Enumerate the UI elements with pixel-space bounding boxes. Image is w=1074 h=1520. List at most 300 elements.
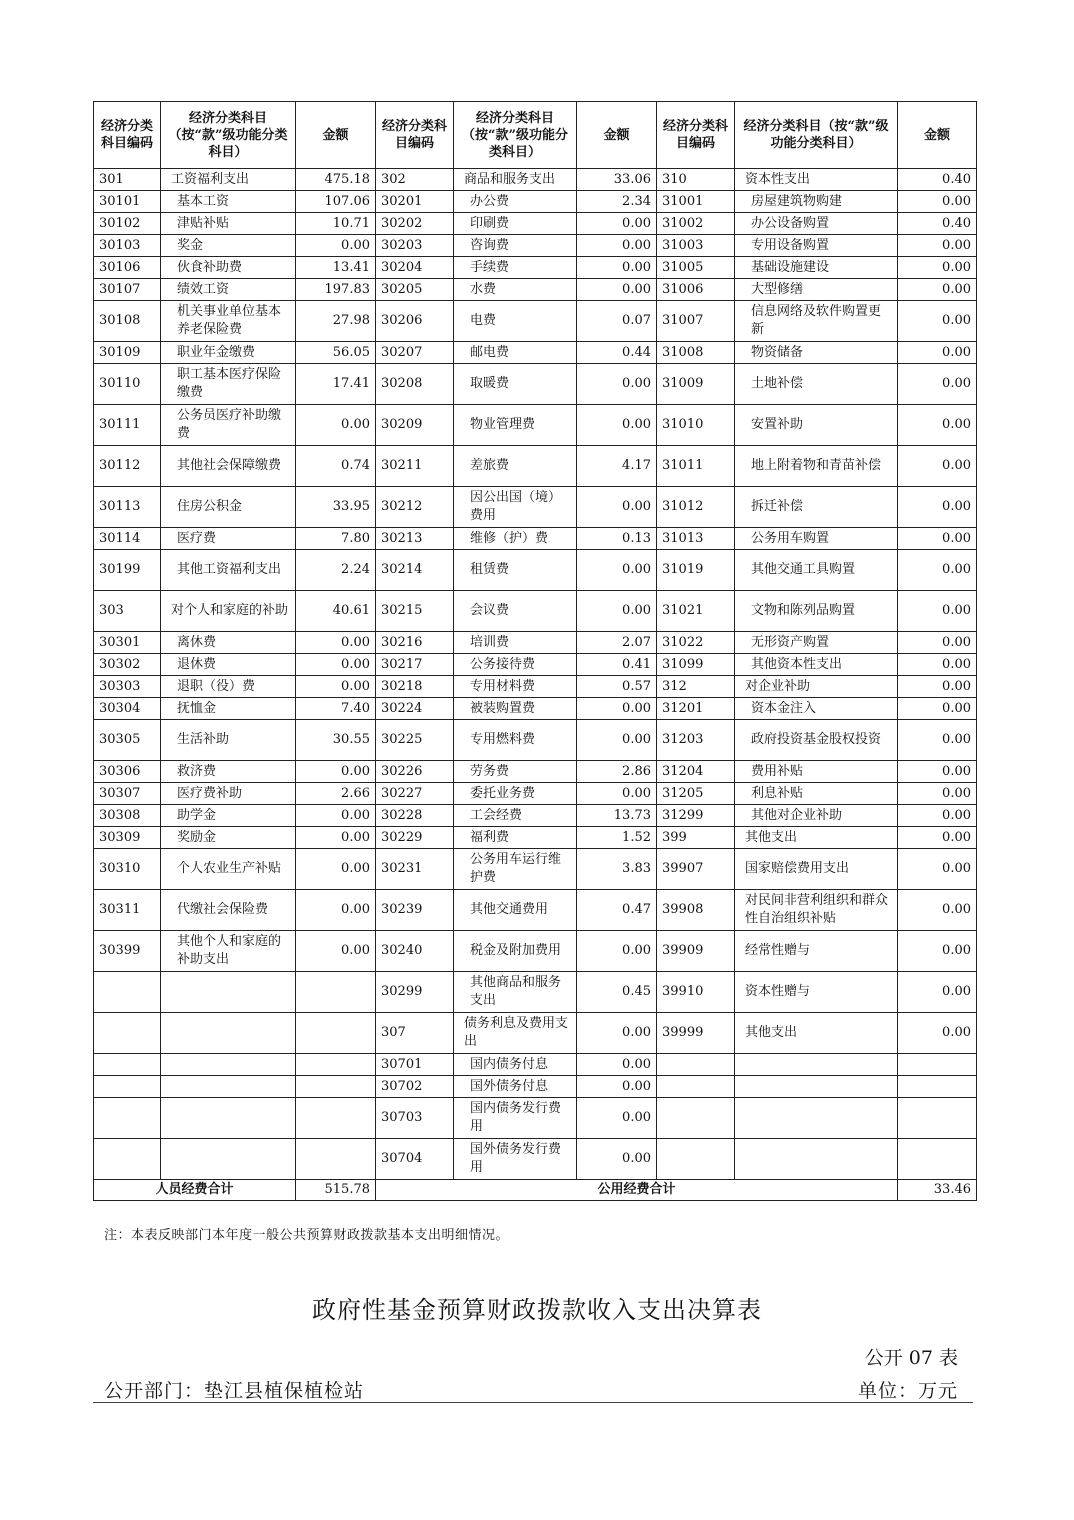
cell-name-b: 被装购置费 [454,698,577,720]
cell-code-c: 31007 [657,301,735,342]
cell-name-b: 维修（护）费 [454,528,577,550]
cell-amt-c [898,1054,977,1076]
cell-name-a: 公务员医疗补助缴费 [161,405,296,446]
cell-amt-b: 0.00 [577,591,657,632]
cell-amt-a: 13.41 [296,257,376,279]
cell-name-a [161,1076,296,1098]
cell-name-a: 救济费 [161,761,296,783]
cell-name-a: 生活补助 [161,720,296,761]
cell-code-c [657,1076,735,1098]
cell-name-b: 国外债务发行费用 [454,1139,577,1180]
cell-code-c: 31021 [657,591,735,632]
cell-amt-c: 0.00 [898,301,977,342]
cell-amt-c: 0.00 [898,550,977,591]
cell-name-b: 手续费 [454,257,577,279]
cell-name-b: 公务接待费 [454,654,577,676]
cell-name-b: 取暖费 [454,364,577,405]
cell-code-c: 31019 [657,550,735,591]
cell-code-c: 39907 [657,849,735,890]
cell-code-a: 30303 [94,676,161,698]
cell-amt-a: 33.95 [296,487,376,528]
cell-name-c: 土地补偿 [735,364,898,405]
cell-amt-a: 0.00 [296,654,376,676]
table-row [94,550,977,591]
cell-name-b: 办公费 [454,191,577,213]
table-row [94,591,977,632]
cell-amt-c: 0.00 [898,931,977,972]
cell-amt-a: 2.66 [296,783,376,805]
cell-amt-a [296,1054,376,1076]
cell-name-a: 其他社会保障缴费 [161,446,296,487]
cell-code-a: 30305 [94,720,161,761]
cell-name-c: 信息网络及软件购置更新 [735,301,898,342]
cell-amt-b: 0.45 [577,972,657,1013]
header-amount-c: 金额 [898,102,977,169]
table-row [94,169,977,191]
header-name-c: 经济分类科目（按“款”级功能分类科目） [735,102,898,169]
table-row [94,364,977,405]
cell-code-b: 302 [376,169,454,191]
cell-code-c: 31099 [657,654,735,676]
table-row [94,783,977,805]
cell-amt-b: 0.00 [577,364,657,405]
cell-amt-a: 30.55 [296,720,376,761]
cell-code-b: 30209 [376,405,454,446]
cell-amt-b: 0.00 [577,1139,657,1180]
cell-code-c: 31002 [657,213,735,235]
cell-name-b: 咨询费 [454,235,577,257]
cell-code-b: 30703 [376,1098,454,1139]
cell-name-b: 其他商品和服务支出 [454,972,577,1013]
cell-amt-a [296,972,376,1013]
cell-code-c: 31201 [657,698,735,720]
cell-name-a: 其他工资福利支出 [161,550,296,591]
cell-amt-c: 0.00 [898,698,977,720]
cell-amt-b: 0.00 [577,931,657,972]
cell-code-c: 31003 [657,235,735,257]
cell-name-a: 退职（役）费 [161,676,296,698]
cell-amt-a: 7.80 [296,528,376,550]
cell-code-b: 30229 [376,827,454,849]
header-code-c: 经济分类科目编码 [657,102,735,169]
cell-amt-c [898,1098,977,1139]
public-total-label: 公用经费合计 [376,1180,898,1201]
cell-name-c: 其他支出 [735,827,898,849]
cell-amt-a [296,1013,376,1054]
cell-name-c: 其他交通工具购置 [735,550,898,591]
cell-name-c: 其他资本性支出 [735,654,898,676]
section-title: 政府性基金预算财政拨款收入支出决算表 [312,1296,762,1324]
cell-code-c: 399 [657,827,735,849]
cell-amt-a: 27.98 [296,301,376,342]
cell-name-c [735,1054,898,1076]
cell-amt-b: 0.00 [577,279,657,301]
cell-code-a: 30109 [94,342,161,364]
cell-name-a: 绩效工资 [161,279,296,301]
cell-name-b: 商品和服务支出 [454,169,577,191]
cell-name-a: 奖励金 [161,827,296,849]
cell-amt-c: 0.00 [898,805,977,827]
table-row [94,235,977,257]
table-row [94,1076,977,1098]
cell-name-c: 专用设备购置 [735,235,898,257]
cell-code-c: 39910 [657,972,735,1013]
cell-name-c: 物资储备 [735,342,898,364]
cell-amt-c: 0.40 [898,213,977,235]
cell-code-a [94,972,161,1013]
cell-code-b: 30204 [376,257,454,279]
cell-name-b: 水费 [454,279,577,301]
cell-code-a: 303 [94,591,161,632]
cell-name-a: 津贴补贴 [161,213,296,235]
cell-amt-b: 0.00 [577,1054,657,1076]
cell-name-b: 其他交通费用 [454,890,577,931]
cell-amt-b: 0.00 [577,1013,657,1054]
cell-name-c: 无形资产购置 [735,632,898,654]
cell-name-c: 房屋建筑物购建 [735,191,898,213]
cell-code-b: 30227 [376,783,454,805]
cell-code-c: 39909 [657,931,735,972]
cell-amt-b: 2.07 [577,632,657,654]
cell-amt-a: 0.00 [296,235,376,257]
cell-code-a: 30301 [94,632,161,654]
cell-code-a: 30114 [94,528,161,550]
cell-name-b: 福利费 [454,827,577,849]
cell-name-c: 安置补助 [735,405,898,446]
cell-name-b: 专用材料费 [454,676,577,698]
cell-code-a: 30106 [94,257,161,279]
cell-code-c: 31203 [657,720,735,761]
cell-name-c [735,1076,898,1098]
cell-code-b: 30702 [376,1076,454,1098]
cell-name-c: 对民间非营利组织和群众性自治组织补贴 [735,890,898,931]
cell-amt-c: 0.00 [898,528,977,550]
cell-name-c: 利息补贴 [735,783,898,805]
table-row [94,342,977,364]
cell-name-c: 大型修缮 [735,279,898,301]
table-row [94,301,977,342]
cell-amt-b: 0.07 [577,301,657,342]
cell-code-a: 30102 [94,213,161,235]
cell-name-a: 助学金 [161,805,296,827]
cell-amt-b: 0.00 [577,783,657,805]
cell-amt-b: 0.00 [577,720,657,761]
table-row [94,849,977,890]
header-amount-a: 金额 [296,102,376,169]
personnel-total-amount: 515.78 [296,1180,376,1201]
cell-amt-b: 2.86 [577,761,657,783]
cell-code-b: 30205 [376,279,454,301]
cell-code-a: 30107 [94,279,161,301]
cell-amt-a: 0.74 [296,446,376,487]
cell-code-c: 312 [657,676,735,698]
cell-code-a: 30308 [94,805,161,827]
table-row [94,805,977,827]
cell-code-b: 30216 [376,632,454,654]
cell-code-c: 31009 [657,364,735,405]
cell-code-b: 30218 [376,676,454,698]
cell-amt-c: 0.00 [898,487,977,528]
cell-amt-b: 0.00 [577,698,657,720]
cell-name-b: 印刷费 [454,213,577,235]
cell-name-a: 工资福利支出 [161,169,296,191]
cell-name-a [161,1139,296,1180]
cell-amt-c: 0.00 [898,191,977,213]
cell-amt-c: 0.00 [898,632,977,654]
cell-name-c [735,1098,898,1139]
cell-name-a: 医疗费 [161,528,296,550]
header-code-a: 经济分类科目编码 [94,102,161,169]
table-row [94,827,977,849]
cell-name-a: 其他个人和家庭的补助支出 [161,931,296,972]
cell-code-c: 39908 [657,890,735,931]
cell-code-c [657,1139,735,1180]
cell-amt-a: 0.00 [296,632,376,654]
cell-amt-a: 10.71 [296,213,376,235]
divider-line [93,1402,973,1403]
cell-code-a: 30112 [94,446,161,487]
cell-name-a: 住房公积金 [161,487,296,528]
cell-name-c: 资本性赠与 [735,972,898,1013]
table-row [94,528,977,550]
cell-code-a: 30311 [94,890,161,931]
cell-code-b: 30231 [376,849,454,890]
cell-code-b: 30224 [376,698,454,720]
table-note: 注：本表反映部门本年度一般公共预算财政拨款基本支出明细情况。 [104,1228,510,1243]
cell-name-c: 拆迁补偿 [735,487,898,528]
cell-amt-b: 4.17 [577,446,657,487]
cell-code-b: 30215 [376,591,454,632]
cell-name-c: 经常性赠与 [735,931,898,972]
unit-label: 单位：万元 [857,1380,958,1402]
header-code-b: 经济分类科目编码 [376,102,454,169]
cell-amt-c: 0.00 [898,364,977,405]
cell-code-a: 30101 [94,191,161,213]
cell-name-a: 奖金 [161,235,296,257]
cell-amt-b: 0.00 [577,487,657,528]
cell-name-b: 专用燃料费 [454,720,577,761]
cell-amt-a: 0.00 [296,676,376,698]
cell-name-c: 办公设备购置 [735,213,898,235]
cell-amt-c: 0.00 [898,342,977,364]
cell-name-a: 对个人和家庭的补助 [161,591,296,632]
cell-name-a: 职业年金缴费 [161,342,296,364]
cell-code-b: 30217 [376,654,454,676]
cell-code-a: 30304 [94,698,161,720]
header-amount-b: 金额 [577,102,657,169]
header-row [94,102,977,169]
table-row [94,1098,977,1139]
cell-code-a: 30113 [94,487,161,528]
cell-code-c: 31022 [657,632,735,654]
cell-code-a [94,1098,161,1139]
cell-amt-b: 0.00 [577,1098,657,1139]
cell-amt-c: 0.00 [898,235,977,257]
cell-name-a: 个人农业生产补贴 [161,849,296,890]
cell-code-c [657,1098,735,1139]
cell-code-b: 30701 [376,1054,454,1076]
cell-amt-c [898,1076,977,1098]
cell-amt-a [296,1139,376,1180]
cell-name-b: 会议费 [454,591,577,632]
table-row [94,972,977,1013]
cell-code-c: 31011 [657,446,735,487]
cell-code-c: 31001 [657,191,735,213]
table-row [94,698,977,720]
cell-code-c: 39999 [657,1013,735,1054]
cell-code-b: 30206 [376,301,454,342]
cell-amt-b: 33.06 [577,169,657,191]
cell-code-a: 301 [94,169,161,191]
cell-code-a: 30108 [94,301,161,342]
cell-code-b: 30202 [376,213,454,235]
cell-name-b: 国外债务付息 [454,1076,577,1098]
cell-amt-a: 17.41 [296,364,376,405]
cell-name-b: 培训费 [454,632,577,654]
cell-amt-b: 0.57 [577,676,657,698]
cell-code-a: 30302 [94,654,161,676]
cell-name-c: 资本金注入 [735,698,898,720]
cell-amt-b: 0.47 [577,890,657,931]
cell-amt-a [296,1098,376,1139]
cell-code-b: 30203 [376,235,454,257]
cell-name-a: 伙食补助费 [161,257,296,279]
department-label: 公开部门：垫江县植保植检站 [104,1380,365,1402]
cell-name-c: 政府投资基金股权投资 [735,720,898,761]
cell-code-b: 30214 [376,550,454,591]
cell-name-c: 基础设施建设 [735,257,898,279]
cell-amt-a: 0.00 [296,761,376,783]
cell-amt-a: 0.00 [296,827,376,849]
cell-name-b: 国内债务发行费用 [454,1098,577,1139]
cell-code-a: 30306 [94,761,161,783]
cell-code-c: 31005 [657,257,735,279]
cell-amt-b: 3.83 [577,849,657,890]
cell-amt-b: 0.00 [577,257,657,279]
cell-code-b: 30226 [376,761,454,783]
cell-amt-b: 0.44 [577,342,657,364]
cell-name-b: 委托业务费 [454,783,577,805]
cell-amt-a [296,1076,376,1098]
personnel-total-label: 人员经费合计 [94,1180,296,1201]
cell-name-a [161,1054,296,1076]
cell-name-b: 公务用车运行维护费 [454,849,577,890]
cell-amt-c: 0.00 [898,405,977,446]
cell-amt-c: 0.00 [898,257,977,279]
table-row [94,1139,977,1180]
cell-code-b: 30208 [376,364,454,405]
cell-amt-c: 0.00 [898,1013,977,1054]
cell-code-b: 30212 [376,487,454,528]
table-row [94,890,977,931]
table-number: 公开 07 表 [864,1347,958,1369]
cell-code-c [657,1054,735,1076]
cell-code-c: 31010 [657,405,735,446]
cell-amt-a: 0.00 [296,405,376,446]
cell-amt-a: 0.00 [296,849,376,890]
cell-code-b: 30239 [376,890,454,931]
cell-amt-a: 0.00 [296,931,376,972]
cell-name-b: 租赁费 [454,550,577,591]
cell-name-c: 对企业补助 [735,676,898,698]
cell-code-a: 30110 [94,364,161,405]
cell-code-a [94,1013,161,1054]
cell-amt-c: 0.00 [898,783,977,805]
cell-amt-b: 0.00 [577,213,657,235]
cell-amt-c: 0.40 [898,169,977,191]
cell-amt-a: 56.05 [296,342,376,364]
cell-code-a [94,1076,161,1098]
cell-name-b: 差旅费 [454,446,577,487]
cell-amt-c: 0.00 [898,676,977,698]
cell-code-c: 31205 [657,783,735,805]
table-row [94,761,977,783]
cell-code-c: 31008 [657,342,735,364]
cell-amt-a: 2.24 [296,550,376,591]
table-row [94,632,977,654]
table-row [94,676,977,698]
table-row [94,720,977,761]
cell-amt-b: 13.73 [577,805,657,827]
cell-name-a: 代缴社会保险费 [161,890,296,931]
cell-amt-c: 0.00 [898,849,977,890]
cell-amt-b: 0.00 [577,405,657,446]
cell-amt-a: 40.61 [296,591,376,632]
cell-name-b: 债务利息及费用支出 [454,1013,577,1054]
cell-name-b: 税金及附加费用 [454,931,577,972]
cell-code-a [94,1054,161,1076]
table-row [94,931,977,972]
cell-amt-a: 7.40 [296,698,376,720]
cell-code-a: 30103 [94,235,161,257]
cell-code-b: 30201 [376,191,454,213]
cell-name-a: 医疗费补助 [161,783,296,805]
cell-amt-c: 0.00 [898,720,977,761]
cell-name-c: 地上附着物和青苗补偿 [735,446,898,487]
cell-code-a: 30307 [94,783,161,805]
cell-name-b: 邮电费 [454,342,577,364]
table-row [94,257,977,279]
cell-code-c: 31012 [657,487,735,528]
cell-name-b: 国内债务付息 [454,1054,577,1076]
cell-amt-b: 0.00 [577,235,657,257]
cell-code-c: 31299 [657,805,735,827]
cell-code-b: 30211 [376,446,454,487]
cell-amt-a: 0.00 [296,890,376,931]
cell-amt-b: 0.13 [577,528,657,550]
cell-name-c: 公务用车购置 [735,528,898,550]
cell-code-a: 30111 [94,405,161,446]
cell-name-a: 职工基本医疗保险缴费 [161,364,296,405]
table-body [94,169,977,1180]
cell-code-c: 31013 [657,528,735,550]
cell-amt-c: 0.00 [898,654,977,676]
cell-code-b: 30213 [376,528,454,550]
cell-name-a [161,1013,296,1054]
cell-amt-c: 0.00 [898,761,977,783]
expenditure-detail-table [93,101,977,1201]
cell-name-c: 国家赔偿费用支出 [735,849,898,890]
table-row [94,405,977,446]
cell-code-b: 30299 [376,972,454,1013]
cell-amt-b: 0.00 [577,550,657,591]
cell-amt-c: 0.00 [898,446,977,487]
cell-name-a [161,1098,296,1139]
table-row [94,1013,977,1054]
cell-amt-b: 0.41 [577,654,657,676]
cell-code-a: 30199 [94,550,161,591]
cell-name-c: 文物和陈列品购置 [735,591,898,632]
